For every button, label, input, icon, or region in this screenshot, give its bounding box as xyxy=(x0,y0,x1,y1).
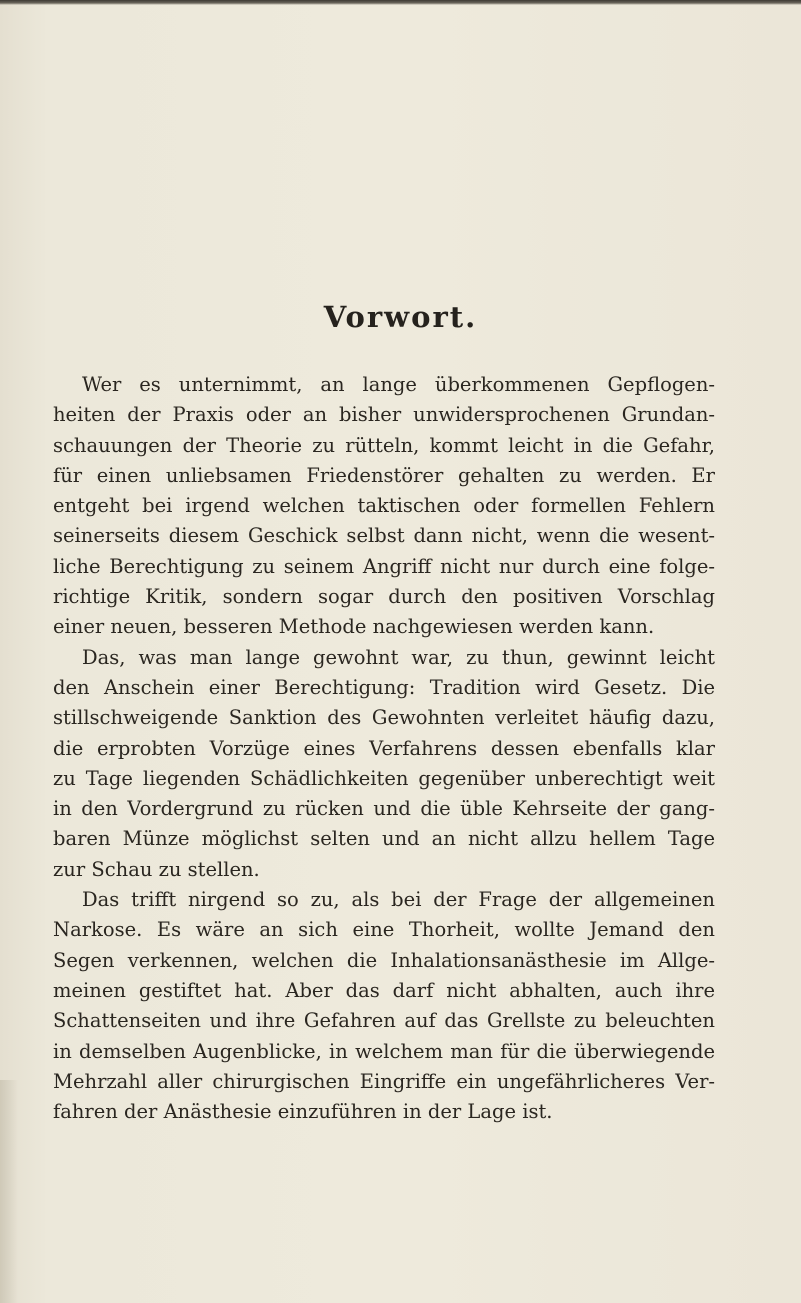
page-top-edge-shadow xyxy=(0,0,801,5)
text-line: meinen gestiftet hat. Aber das darf nicht abhalten, auch ihre xyxy=(53,978,715,1002)
page-left-edge-shadow xyxy=(0,1080,18,1303)
text-line: entgeht bei irgend welchen taktischen oder formellen Fehlern xyxy=(53,494,715,518)
text-line: Wer es unternimmt, an lange überkommenen Gepflogen- xyxy=(82,373,715,396)
text-line: Mehrzahl aller chirurgischen Eingriffe ein ungefährlicheres Ver- xyxy=(53,1069,715,1093)
preface-body xyxy=(53,370,715,1127)
text-line: Schattenseiten und ihre Gefahren auf das Grellste zu beleuchten xyxy=(53,1009,715,1033)
text-line: stillschweigende Sanktion des Gewohnten verleitet häufig dazu, xyxy=(53,706,715,730)
text-line: den Anschein einer Berechtigung: Tradition wird Gesetz. Die xyxy=(53,675,715,699)
text-line: für einen unliebsamen Friedenstörer gehalten zu werden. Er xyxy=(53,463,715,487)
text-line: einer neuen, besseren Methode nachgewiesen werden kann. xyxy=(53,615,655,639)
page-heading: Vorwort. xyxy=(323,300,478,334)
text-line: baren Münze möglichst selten und an nicht allzu hellem Tage xyxy=(53,827,715,851)
text-line: seinerseits diesem Geschick selbst dann nicht, wenn die wesent- xyxy=(53,524,715,548)
text-line: heiten der Praxis oder an bisher unwidersprochenen Grundan- xyxy=(53,403,715,427)
text-line: schauungen der Theorie zu rütteln, kommt leicht in die Gefahr, xyxy=(53,433,715,457)
text-line: Das trifft nirgend so zu, als bei der Frage der allgemeinen xyxy=(82,888,715,912)
text-line: richtige Kritik, sondern sogar durch den positiven Vorschlag xyxy=(53,585,715,609)
text-line: Das, was man lange gewohnt war, zu thun, gewinnt leicht xyxy=(82,645,715,669)
text-line: Narkose. Es wäre an sich eine Thorheit, wollte Jemand den xyxy=(53,918,715,942)
text-line: zu Tage liegenden Schädlichkeiten gegenüber unberechtigt weit xyxy=(53,766,715,790)
text-line: fahren der Anästhesie einzuführen in der Lage ist. xyxy=(53,1100,553,1124)
text-line: liche Berechtigung zu seinem Angriff nicht nur durch eine folge- xyxy=(53,554,715,578)
text-line: in den Vordergrund zu rücken und die üble Kehrseite der gang- xyxy=(53,797,715,821)
text-line: in demselben Augenblicke, in welchem man für die überwiegende xyxy=(53,1039,715,1063)
text-line: Segen verkennen, welchen die Inhalationsanästhesie im Allge- xyxy=(53,948,715,972)
text-line: die erprobten Vorzüge eines Verfahrens dessen ebenfalls klar xyxy=(53,736,715,760)
text-line: zur Schau zu stellen. xyxy=(53,857,260,881)
